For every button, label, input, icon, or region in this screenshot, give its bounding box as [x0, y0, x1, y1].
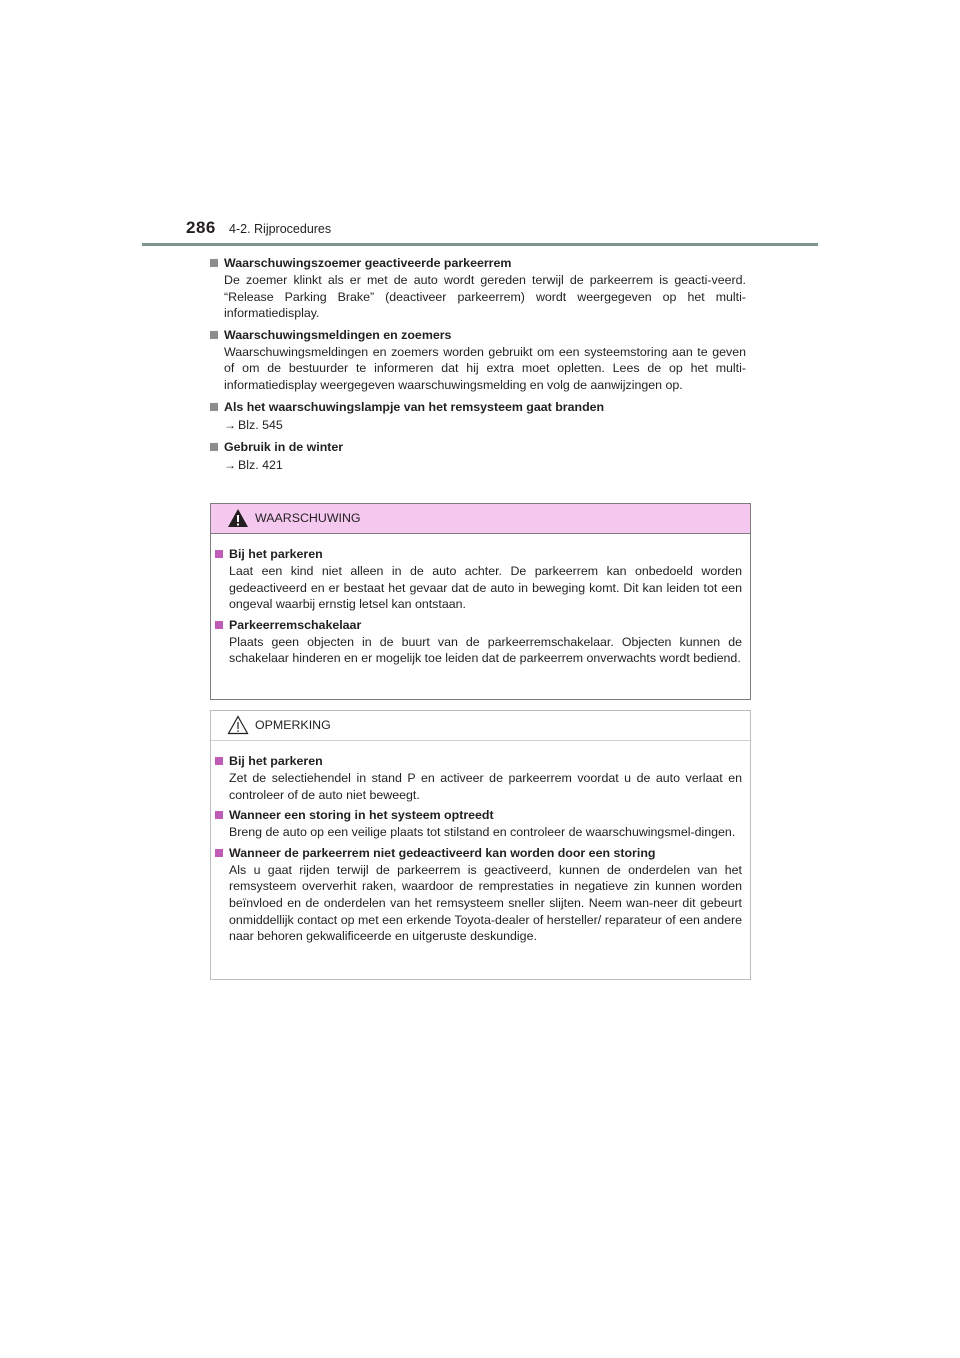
- header-rule: [142, 243, 818, 246]
- item-body: Als u gaat rijden terwijl de parkeerrem is geactiveerd, kunnen de onderdelen van het remsysteem oververhit raken, waardoor de remprestaties in negatieve zin kunnen worden beïnvloed en de onderdelen van het remsysteem sneller slijten. Neem wan-neer dit gebeurt onmiddellijk contact op met een erkende Toyota-dealer of hersteller/ reparateur of een andere naar behoren gekwalificeerde en uitgeruste deskundige.: [229, 862, 742, 944]
- section-label: 4-2. Rijprocedures: [229, 222, 332, 236]
- list-item: [210, 399, 746, 434]
- item-body: Plaats geen objecten in de buurt van de parkeerremschakelaar. Objecten kunnen de schakelaar hinderen en er mogelijk toe leiden dat de parkeerrem onverwachts wordt bediend.: [229, 634, 742, 666]
- warning-box: [210, 503, 751, 700]
- page-reference-link[interactable]: Blz. 421: [238, 457, 283, 472]
- page-reference-link[interactable]: Blz. 545: [238, 417, 283, 432]
- item-heading: Bij het parkeren: [229, 547, 323, 561]
- list-item: [210, 439, 746, 474]
- note-header: [211, 711, 750, 741]
- page-number: 286: [186, 218, 216, 237]
- main-content: [210, 255, 746, 479]
- item-heading: Als het waarschuwingslampje van het remsysteem gaat branden: [224, 399, 605, 414]
- note-box: [210, 710, 751, 980]
- list-item: [215, 753, 742, 803]
- note-title: OPMERKING: [255, 718, 331, 732]
- item-body: Breng de auto op een veilige plaats tot stilstand en controleer de waarschuwingsmel-dingen.: [229, 825, 736, 840]
- list-item: [210, 327, 746, 394]
- list-item: [215, 546, 742, 613]
- arrow-right-icon: →: [224, 457, 236, 472]
- item-heading: Wanneer een storing in het systeem optreedt: [229, 808, 494, 823]
- item-heading: Gebruik in de winter: [224, 439, 344, 454]
- square-bullet-icon: [210, 403, 218, 411]
- square-bullet-icon: [215, 811, 223, 819]
- warning-header: [211, 504, 750, 534]
- list-item: [215, 807, 742, 841]
- square-bullet-icon: [210, 443, 218, 451]
- item-body: Laat een kind niet alleen in de auto achter. De parkeerrem kan onbedoeld worden gedeactiveerd en er bestaat het gevaar dat de auto in beweging komt. Dit kan leiden tot een ongeval waarbij ernstig letsel kan ontstaan.: [229, 564, 742, 612]
- item-body: Zet de selectiehendel in stand P en activeer de parkeerrem voordat u de auto verlaat en controleer of de auto niet beweegt.: [229, 771, 742, 802]
- arrow-right-icon: →: [224, 417, 236, 432]
- square-bullet-icon: [210, 331, 218, 339]
- square-bullet-icon: [215, 550, 223, 558]
- warning-title: WAARSCHUWING: [255, 511, 361, 525]
- square-bullet-icon: [210, 259, 218, 267]
- square-bullet-icon: [215, 621, 223, 629]
- item-heading: Waarschuwingszoemer geactiveerde parkeerrem: [224, 256, 512, 270]
- list-item: [215, 845, 742, 945]
- item-body: De zoemer klinkt als er met de auto wordt gereden terwijl de parkeerrem is geacti-veerd. “Release Parking Brake” (deactiveer parkeerrem) wordt weergegeven op het multi-informatiedisplay.: [224, 273, 746, 321]
- item-body: Waarschuwingsmeldingen en zoemers worden gebruikt om een systeemstoring aan te geven of om de bestuurder te informeren dat hij extra moet opletten. Lees de op het multi-informatiedisplay weergegeven waarschuwingsmelding en volg de aanwijzingen op.: [224, 344, 746, 392]
- list-item: [210, 255, 746, 322]
- caution-triangle-outline-icon: [227, 715, 249, 735]
- list-item: [215, 617, 742, 667]
- item-heading: Parkeerremschakelaar: [229, 617, 362, 632]
- square-bullet-icon: [215, 757, 223, 765]
- item-heading: Bij het parkeren: [229, 754, 323, 768]
- square-bullet-icon: [215, 849, 223, 857]
- warning-triangle-icon: [227, 508, 249, 528]
- item-heading: Waarschuwingsmeldingen en zoemers: [224, 327, 452, 342]
- item-heading: Wanneer de parkeerrem niet gedeactiveerd kan worden door een storing: [229, 845, 656, 860]
